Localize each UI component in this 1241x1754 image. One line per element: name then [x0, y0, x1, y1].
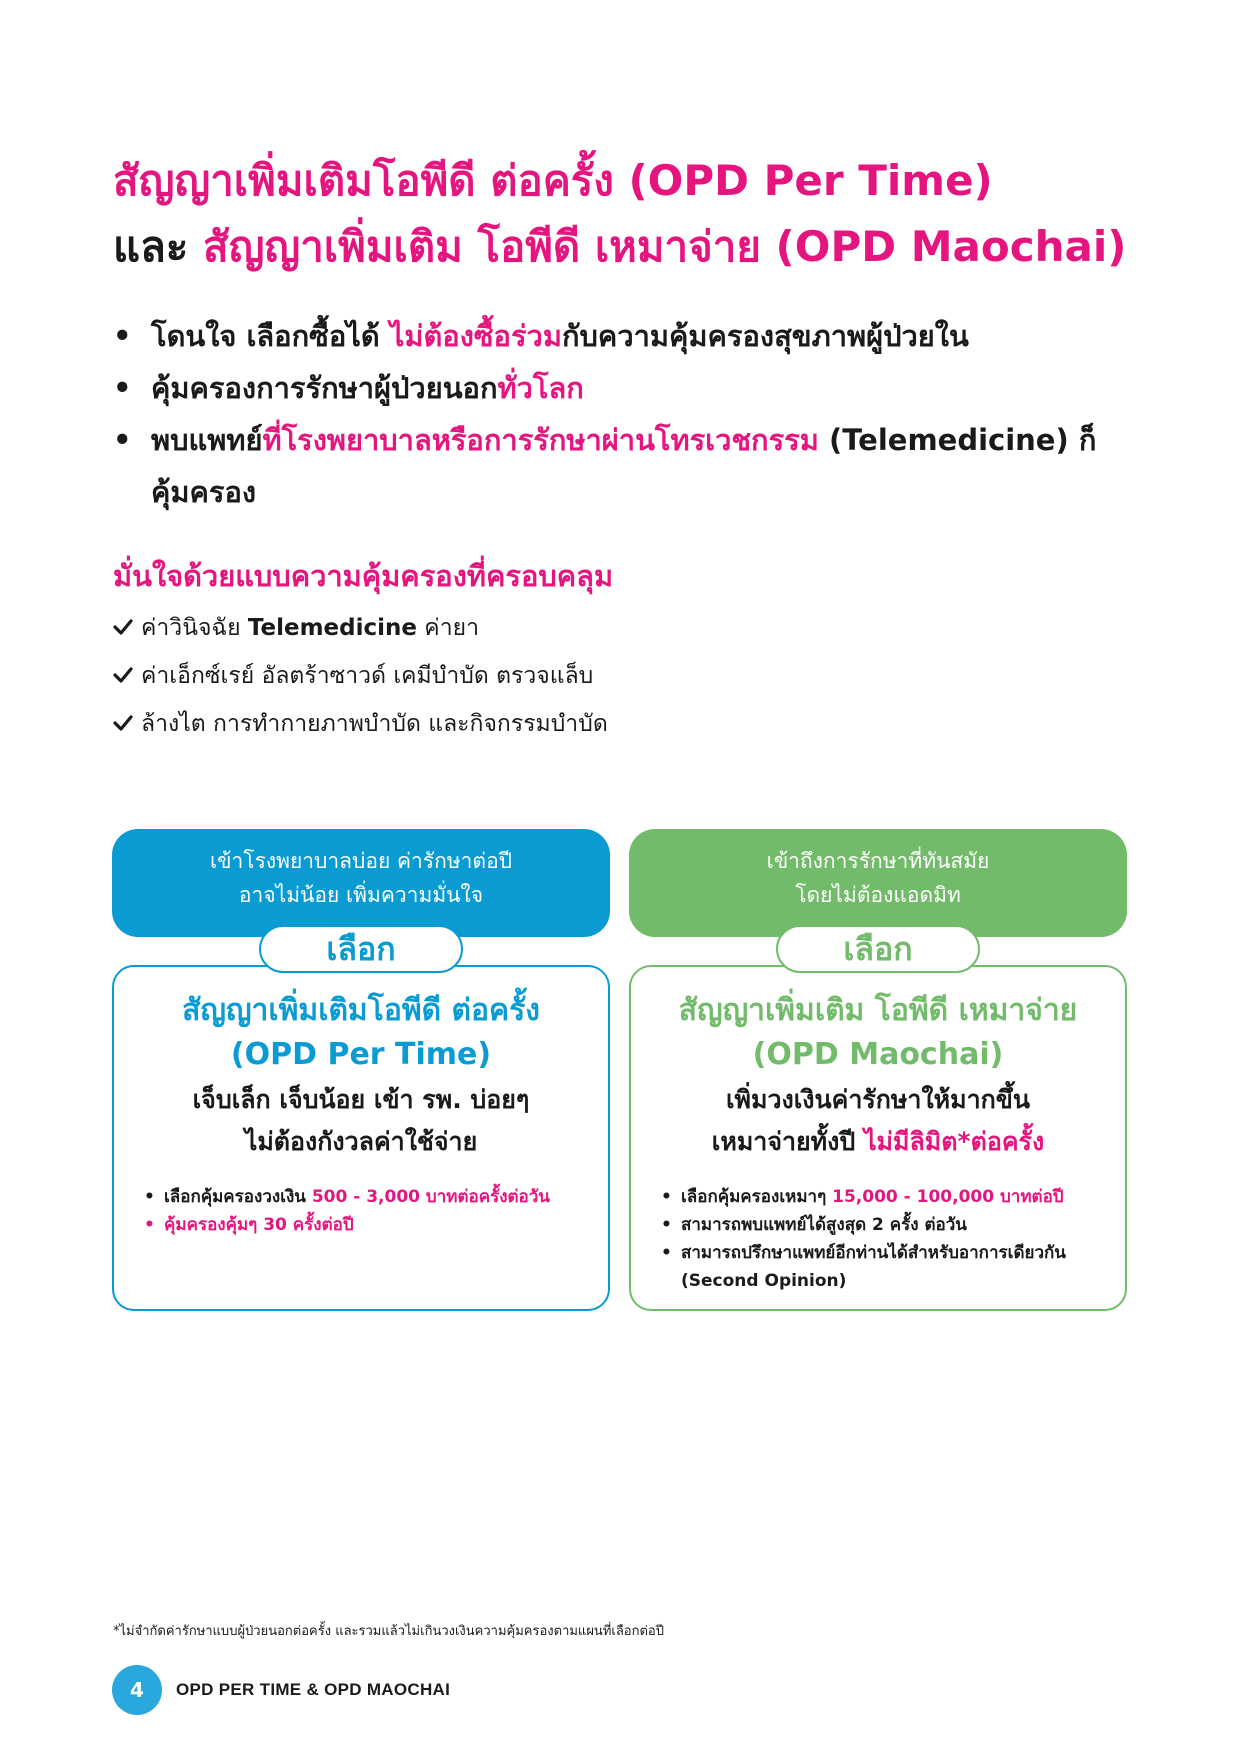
maochai-details [631, 1183, 1125, 1295]
coverage-item: ค่าเอ็กซ์เรย์ อัลตร้าซาวด์ เคมีบำบัด ตรวจแล็บ [113, 652, 608, 700]
per-time-header [112, 829, 610, 937]
page-title [113, 148, 1193, 280]
per-time-select-badge: เลือก [259, 925, 463, 973]
feature-item: • พบแพทย์ที่โรงพยาบาลหรือการรักษาผ่านโทรเวชกรรม (Telemedicine) ก็คุ้มครอง [113, 423, 1097, 509]
title-line-2 [113, 214, 1193, 280]
page-number: 4 [112, 1665, 162, 1715]
title-prefix: และ [113, 222, 203, 271]
maochai-description: เพิ่มวงเงินค่ารักษาให้มากขึ้น เหมาจ่ายทั้งปี ไม่มีลิมิต*ต่อครั้ง [711, 1085, 1045, 1156]
check-icon [113, 665, 133, 685]
per-time-detail-item: • เลือกคุ้มครองวงเงิน 500 - 3,000 บาทต่อครั้งต่อวัน [144, 1183, 588, 1211]
per-time-detail-item: • คุ้มครองคุ้มๆ 30 ครั้งต่อปี [144, 1211, 588, 1239]
footnote: *ไม่จำกัดค่ารักษาแบบผู้ป่วยนอกต่อครั้ง และรวมแล้วไม่เกินวงเงินความคุ้มครองตามแผนที่เลือกต่อปี [113, 1624, 664, 1639]
maochai-detail-item: • สามารถพบแพทย์ได้สูงสุด 2 ครั้ง ต่อวัน [661, 1211, 1105, 1239]
maochai-select-badge: เลือก [776, 925, 980, 973]
maochai-header-line-1: เข้าถึงการรักษาที่ทันสมัย [766, 849, 990, 873]
maochai-detail-item: • สามารถปรึกษาแพทย์อีกท่านได้สำหรับอาการเดียวกัน (Second Opinion) [661, 1239, 1105, 1295]
feature-item: • โดนใจ เลือกซื้อได้ ไม่ต้องซื้อร่วมกับความคุ้มครองสุขภาพผู้ป่วยใน [113, 319, 969, 353]
coverage-item: ค่าวินิจฉัย Telemedicine ค่ายา [113, 604, 608, 652]
title-highlight: สัญญาเพิ่มเติม โอพีดี เหมาจ่าย (OPD Maochai) [203, 222, 1127, 271]
per-time-plan-name: สัญญาเพิ่มเติมโอพีดี ต่อครั้ง (OPD Per Time) [182, 993, 540, 1072]
check-icon [113, 617, 133, 637]
maochai-card [629, 965, 1127, 1311]
per-time-card [112, 965, 610, 1311]
coverage-subtitle: มั่นใจด้วยแบบความคุ้มครองที่ครอบคลุม [113, 559, 614, 593]
coverage-list [113, 604, 608, 748]
per-time-header-line-1: เข้าโรงพยาบาลบ่อย ค่ารักษาต่อปี [209, 849, 513, 873]
check-icon [113, 713, 133, 733]
feature-list [113, 310, 1173, 518]
title-line-1: สัญญาเพิ่มเติมโอพีดี ต่อครั้ง (OPD Per Time) [113, 156, 993, 205]
per-time-description: เจ็บเล็ก เจ็บน้อย เข้า รพ. บ่อยๆ ไม่ต้องกังวลค่าใช้จ่าย [192, 1085, 530, 1156]
per-time-header-line-2: อาจไม่น้อย เพิ่มความมั่นใจ [238, 883, 484, 907]
maochai-detail-item: • เลือกคุ้มครองเหมาๆ 15,000 - 100,000 บาทต่อปี [661, 1183, 1105, 1211]
running-title: OPD PER TIME & OPD MAOCHAI [176, 1680, 451, 1699]
maochai-header [629, 829, 1127, 937]
per-time-details [114, 1183, 608, 1239]
maochai-header-line-2: โดยไม่ต้องแอดมิท [795, 883, 961, 907]
coverage-item: ล้างไต การทำกายภาพบำบัด และกิจกรรมบำบัด [113, 700, 608, 748]
maochai-plan-name: สัญญาเพิ่มเติม โอพีดี เหมาจ่าย (OPD Maochai) [678, 993, 1078, 1072]
feature-item: • คุ้มครองการรักษาผู้ป่วยนอกทั่วโลก [113, 371, 584, 405]
